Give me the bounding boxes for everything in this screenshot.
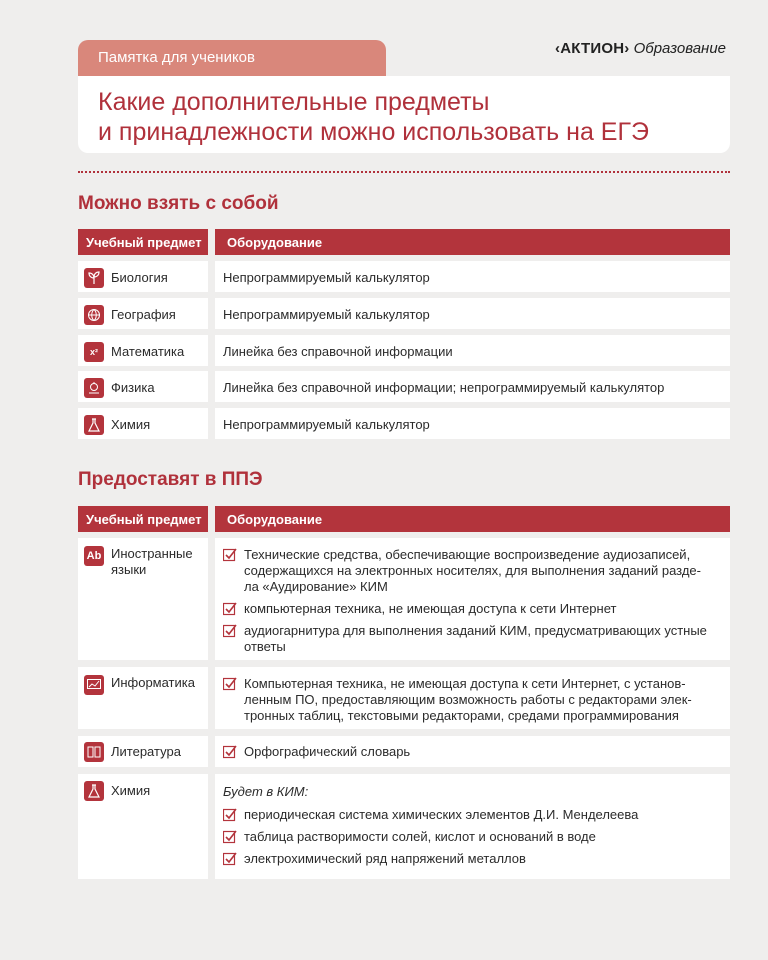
dotted-divider bbox=[78, 171, 730, 173]
checkbox-icon bbox=[223, 830, 237, 844]
table-row-equipment: Непрограммируемый калькулятор bbox=[215, 298, 730, 329]
checkbox-icon bbox=[223, 852, 237, 866]
flask-icon bbox=[84, 781, 104, 801]
table-row-subject: Химия bbox=[78, 774, 208, 879]
checkbox-icon bbox=[223, 602, 237, 616]
list-item: компьютерная техника, не имеющая доступа к сети Интернет bbox=[223, 601, 720, 617]
table-row-subject: Ab Иностранные языки bbox=[78, 538, 208, 660]
table-row-subject: Информатика bbox=[78, 667, 208, 729]
table-row-equipment: Линейка без справочной информации bbox=[215, 335, 730, 366]
section2-col-subject: Учебный предмет bbox=[78, 506, 208, 532]
section1-heading: Можно взять с собой bbox=[78, 193, 279, 214]
list-item: электрохимический ряд напряжений металлов bbox=[223, 851, 720, 867]
list-item: Технические средства, обеспечивающие воспроизведение аудиозаписей, содержащихся на электронных носителях, для выполнения заданий разде- ла «Аудирование» КИМ bbox=[223, 547, 720, 595]
chart-icon bbox=[84, 675, 104, 695]
section1-col-subject: Учебный предмет bbox=[78, 229, 208, 255]
globe-icon bbox=[84, 305, 104, 325]
brand-logo: ‹АКТИОН› Образование bbox=[555, 40, 726, 57]
checkbox-icon bbox=[223, 548, 237, 562]
table-row-equipment bbox=[215, 774, 730, 879]
memo-tag: Памятка для учеников bbox=[78, 40, 386, 76]
table-row-equipment: Непрограммируемый калькулятор bbox=[215, 408, 730, 439]
list-item: таблица растворимости солей, кислот и оснований в воде bbox=[223, 829, 720, 845]
table-row-equipment bbox=[215, 667, 730, 729]
ab-icon: Ab bbox=[84, 546, 104, 566]
checkbox-icon bbox=[223, 677, 237, 691]
table-row-equipment: Линейка без справочной информации; непрограммируемый калькулятор bbox=[215, 371, 730, 402]
plant-icon bbox=[84, 268, 104, 288]
flask-icon bbox=[84, 415, 104, 435]
section2-heading: Предоставят в ППЭ bbox=[78, 469, 263, 490]
list-item: периодическая система химических элементов Д.И. Менделеева bbox=[223, 807, 720, 823]
table-row-subject: x² Математика bbox=[78, 335, 208, 366]
table-row-subject: Физика bbox=[78, 371, 208, 402]
math-icon: x² bbox=[84, 342, 104, 362]
table-row-equipment bbox=[215, 736, 730, 767]
list-item: аудиогарнитура для выполнения заданий КИМ, предусматривающих устные ответы bbox=[223, 623, 720, 655]
section1-col-equipment: Оборудование bbox=[215, 229, 730, 255]
list-item: Компьютерная техника, не имеющая доступа к сети Интернет, с установ- ленным ПО, предоставляющим возможность работы с редакторами элек- тронных таблиц, текстовыми редакторами, средами программирования bbox=[223, 676, 720, 724]
list-item: Орфографический словарь bbox=[223, 744, 720, 760]
checkbox-icon bbox=[223, 808, 237, 822]
table-row-subject: География bbox=[78, 298, 208, 329]
physics-icon bbox=[84, 378, 104, 398]
checkbox-icon bbox=[223, 745, 237, 759]
table-row-equipment bbox=[215, 538, 730, 660]
page-title: Какие дополнительные предметы и принадлежности можно использовать на ЕГЭ bbox=[78, 76, 730, 153]
checkbox-icon bbox=[223, 624, 237, 638]
table-row-equipment: Непрограммируемый калькулятор bbox=[215, 261, 730, 292]
note-text: Будет в КИМ: bbox=[223, 784, 309, 799]
book-icon bbox=[84, 742, 104, 762]
table-row-subject: Химия bbox=[78, 408, 208, 439]
table-row-subject: Литература bbox=[78, 736, 208, 767]
table-row-subject: Биология bbox=[78, 261, 208, 292]
section2-col-equipment: Оборудование bbox=[215, 506, 730, 532]
